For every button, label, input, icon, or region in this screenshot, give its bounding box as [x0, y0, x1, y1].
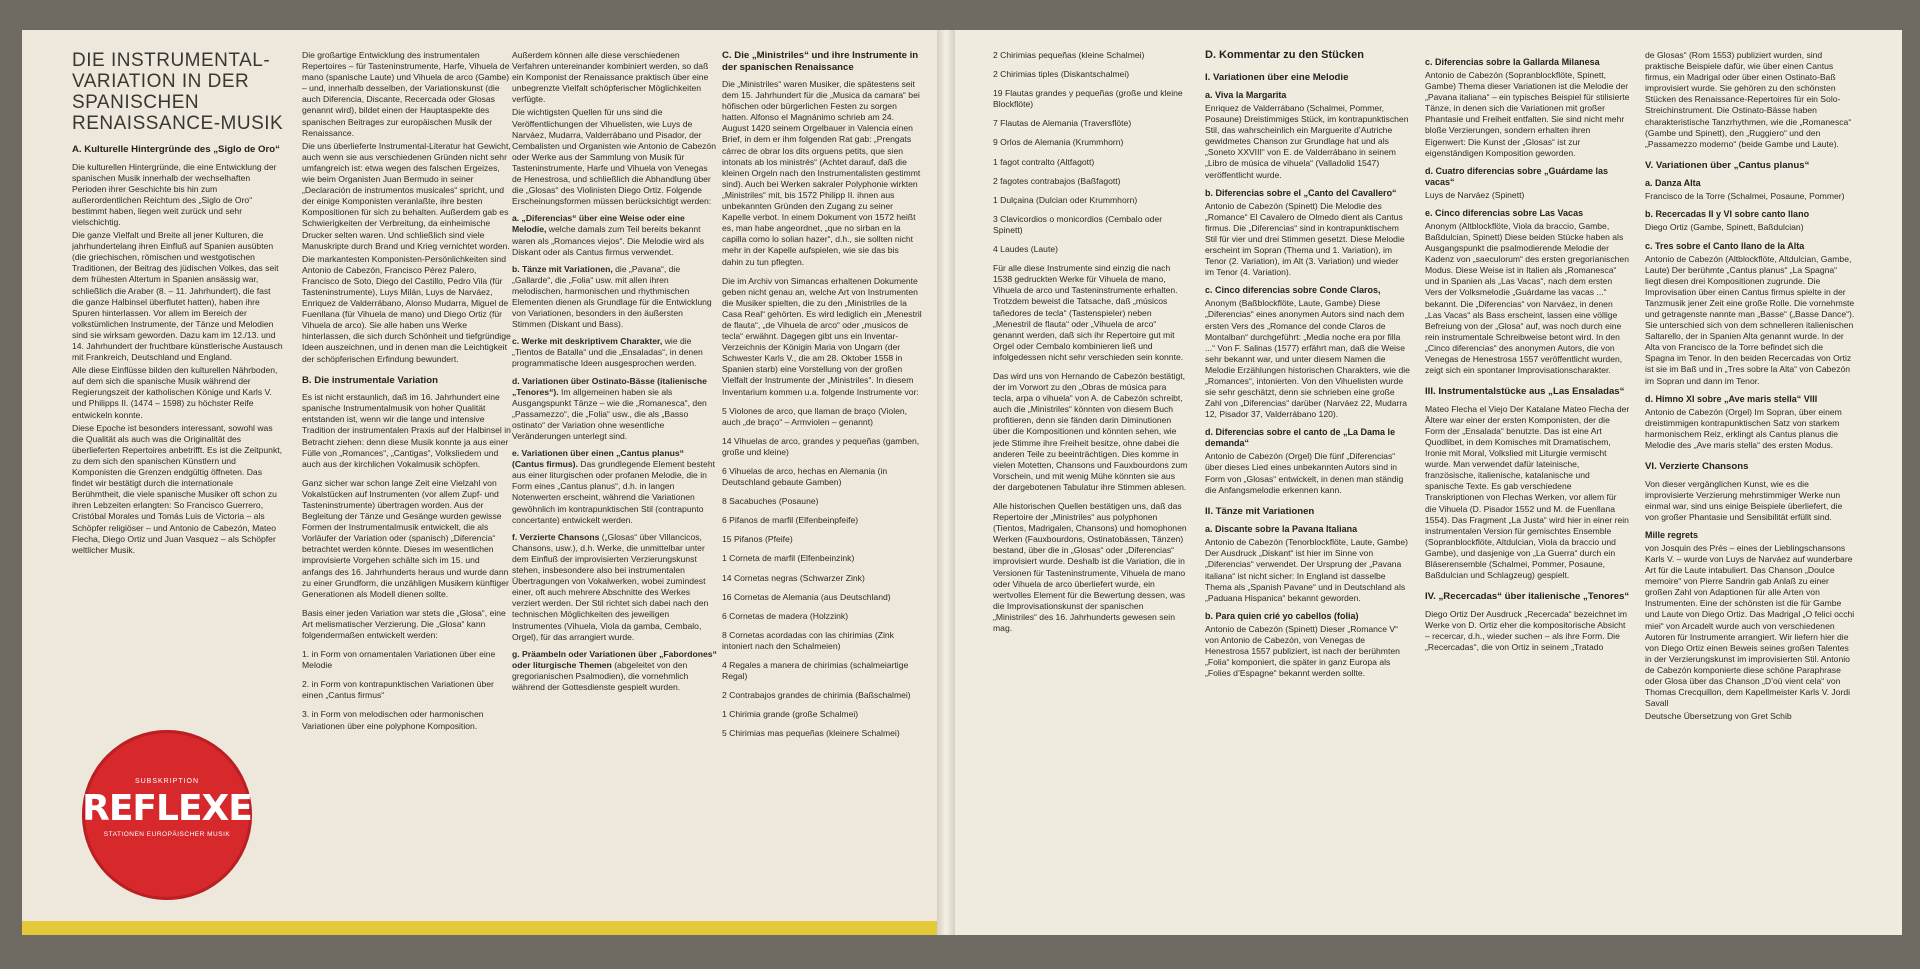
right-column-g: [1425, 50, 1630, 655]
instrument-list-item: Die im Archiv von Simancas erhaltenen Dokumente geben nicht genau an, welche Art von Instrumenten die Musiker spielten, die zu den „Ministriles de la Casa Real“ gehörten. Es wird lediglich ein „Menestril de flauta“, „de Vihuela de arco“ oder „musicos de tecla“ erwähnt. Dagegen gibt uns ein Inventar-Verzeichnis der Königin Maria von Ungarn (der Schwester Karls V., die am 28. Oktober 1558 in Spanien starb) eine Vorstellung von der großen Vielfalt der Instrumente der „Ministriles“. In diesem Inventarium kommen u.a. folgende Instrumente vor:: [722, 275, 922, 397]
form-item-text: („Glosas“ über Villancicos, Chansons, usw.), d.h. Werke, die unmittelbar unter dem Einfluß der improvisierten Verzierungskunst stehen, insbesondere also bei instrumentalen Übertragungen von Vokalwerken, wobei zumindest einer, oft auch mehrere Abschnitte des Werkes verziert werden. Der Stil richtet sich dabei nach den technischen Möglichkeiten des jeweiligen Instrumentes (Vihuela, Viola da gamba, Cembalo, Orgel), für das arrangiert wurde.: [512, 531, 709, 642]
instrument-list-item: 14 Vihuelas de arco, grandes y pequeñas (gamben, große und kleine): [722, 435, 920, 457]
form-item: [512, 649, 717, 693]
paragraph: Anonym (Altblockflöte, Viola da braccio, Gambe, Baßdulcian, Spinett) Diese beiden Stücke haben als Ausgangspunkt die psalmodierende Melodie der Kadenz von „saeculorum“ des ersten gregorianischen Modus. Diese Weise ist in Italien als „Romanesca“ und in Spanien als „Las Vacas“, nach dem ersten Vers der Volksmelodie „Guárdame las vacas ...“ bekannt. Die „Diferencias“ von Narváez, in denen „Las Vacas“ als Bass erscheint, lassen eine völlige Befreiung von der „Glosa“ auf, was noch durch eine rein instrumentale Schreibweise betont wird. In den „Cinco diferencias“ des anonymen Autors, die von Venegas de Henestrosa 1557 veröffentlicht wurden, zeigt sich ein spontaner Improvisationscharakter.: [1425, 220, 1629, 376]
section-a-heading: A. Kulturelle Hintergründe des „Siglo de Oro“: [72, 144, 280, 155]
right-column-f: [1205, 50, 1410, 681]
instrument-list-item: 2 Chirimias pequeñas (kleine Schalmei): [993, 50, 1145, 60]
paragraph: Es ist nicht erstaunlich, daß im 16. Jahrhundert eine spanische Instrumentalmusik von hoher Qualität entstanden ist, wenn wir die lange und intensive Tradition der instrumentalen Praxis auf der Halbinsel in Betracht ziehen: denn diese Musik konnte ja aus einer Fülle von „Romances“, „Cantigas“, Volksliedern und auch aus der kirchlichen Vokalmusik schöpfen.: [302, 392, 511, 469]
piece-heading: VI. Verzierte Chansons: [1645, 461, 1749, 473]
instrument-list-continued: [993, 50, 1188, 634]
instrument-list-item: 14 Cornetas negras (Schwarzer Zink): [722, 572, 865, 583]
section-b-heading: B. Die instrumentale Variation: [302, 374, 438, 386]
paragraph: Ganz sicher war schon lange Zeit eine Vielzahl von Vokalstücken auf Instrumenten (vor allem Zupf- und Tasteninstrumente) übertragen worden. Aus der Begleitung der Tänze und Gesänge wurden gewisse Formen der Instrumentalmusik entwickelt, die als Vorläufer der Variation oder (spanisch) „Diferencia“ betrachtet werden könnte. Dieses im wesentlichen improvisierte Vorgehen schälte sich im 15. und anfangs des 16. Jahrhunderts heraus und wurde dann zu einer Grundform, die unzähligen Musikern künftiger Generationen als Modell dienen sollte.: [302, 477, 509, 599]
piece-heading: c. Cinco diferencias sobre Conde Claros,: [1205, 285, 1381, 296]
instrument-list-item: 2 Contrabajos grandes de chirimia (Baßschalmei): [722, 690, 911, 701]
instrument-list-item: 15 Pifanos (Pfeife): [722, 534, 793, 545]
piece-heading: d. Cuatro diferencias sobre „Guárdame las vacas“: [1425, 165, 1609, 187]
commentary-body-continued: [1425, 57, 1630, 653]
form-item-heading: b. Tänze mit Variationen,: [512, 263, 613, 274]
paragraph: Die uns überlieferte Instrumental-Literatur hat Gewicht, auch wenn sie aus verschiedenen Gründen nicht sehr umfangreich ist: etwa wegen des falschen Ergeizes, wie beim Organisten Juan Bermudo in seiner „Declaración de instrumentos musicales“ spricht, und der einige Komponisten veranlaßte, ihre besten Kompositionen für sich zu behalten. Außerdem gab es Schwierigkeiten der Verbreitung, da einheimische Drucker selten waren. Und schließlich sind viele Manuskripte durch Brand und Krieg vernichtet worden.: [302, 140, 511, 251]
paragraph: Diego Ortiz Der Ausdruck „Recercada“ bezeichnet im Werke von D. Ortiz eher die kompositorische Absicht – recercar, d.h., wieder suchen – als ihre Form. Die „Recercadas“, die von Ortiz in seinem „Tratado: [1425, 608, 1628, 652]
right-column-h: [1645, 50, 1855, 724]
piece-heading: II. Tänze mit Variationen: [1205, 505, 1315, 517]
paragraph: 3. in Form von melodischen oder harmonischen Variationen über eine polyphone Komposition.: [302, 709, 484, 731]
logo-tagline: STATIONEN EUROPÄISCHER MUSIK: [103, 831, 231, 838]
booklet-spread: [22, 30, 1902, 935]
form-item: [512, 264, 717, 331]
instrument-list-item: Für alle diese Instrumente sind einzig die nach 1538 gedruckten Werke für Vihuela de mano, Vihuela de arco und Tasteninstrumente erhalten. Trotzdem beweist die Tatsache, daß „músicos tañedores de tecla“ (Tastenspieler) neben „Menestril de flauta“ oder „Vihuela de arco“ genannt werden, daß sich ihr Repertoire gut mit Orgel oder Cembalo kombinieren ließ und infolgedessen nicht sehr verschieden sein konnte.: [993, 263, 1184, 362]
paragraph: Basis einer jeden Variation war stets die „Glosa“, eine Art melismatischer Verzierung. Die „Glosa“ kann folgendermaßen entwickelt werden:: [302, 607, 506, 640]
piece-heading: e. Cinco diferencias sobre Las Vacas: [1425, 207, 1584, 218]
right-column-e: [993, 50, 1188, 642]
instrument-list-item: Die „Ministriles“ waren Musiker, die spätestens seit dem 15. Jahrhundert für die „Musica da camara“ bei höfischen oder bürgerlichen Festen zu sorgen hatten. Alfonso el Magnánimo schrieb am 24. August 1420 seinem Orgelbauer in Valencia einen Brief, in dem er ihm folgenden Rat gab: „Prengats cárrec de obrar los dits orguens petits, que sien intonats ab los ministrés“ (Achtet darauf, daß die kleinen Orgeln nach den Instrumentalisten gestimmt sind). Auch bei Werken sakraler Polyphonie wirkten „Ministriles“ mit, bis 1572 Philipp II. ihnen aus unbekannten Gründen den Zugang zu seiner Kapelle verbot. In einem Dokument von 1572 heißt es, man habe angeordnet, „que no sirban en la capilla como lo solian hazer“, d.h., sie sollten nicht mehr in der Kapelle aufspielen, wie sie das bis dahin zu tun pflegten.: [722, 79, 921, 267]
instrument-list-item: 9 Orlos de Alemania (Krummhorn): [993, 137, 1124, 148]
form-item-heading: e. Variationen über einen „Cantus planus“ (Cantus firmus).: [512, 448, 684, 470]
instrument-list-item: 2 Chirimias tiples (Diskantschalmei): [993, 69, 1130, 80]
form-item: [512, 532, 717, 643]
paragraph: Antonio de Cabezón (Orgel) Die fünf „Diferencias“ über dieses Lied eines unbekannten Autors sind in Form von „Glosas“ entwickelt, in denen man ständig die Anfangsmelodie erkennen kann.: [1205, 451, 1404, 495]
piece-heading: V. Variationen über „Cantus planus“: [1645, 159, 1810, 171]
instrument-list-item: 5 Chirimias mas pequeñas (kleinere Schalmei): [722, 728, 900, 739]
form-item: [512, 376, 717, 443]
commentary-body-final: [1645, 50, 1855, 722]
reflexe-logo: [82, 730, 252, 900]
instrument-list-item: 16 Cornetas de Alemania (aus Deutschland): [722, 591, 891, 602]
paragraph: Enriquez de Valderrábano (Schalmei, Pommer, Posaune) Dreistimmiges Stück, im kontrapunktischen Stil, das wahrscheinlich ein Marguerite d’Autriche gewidmetes Chanson zur Grundlage hat und als „Soneto XXVIII“ von E. de Valderrábano in seinem „Libro de música de vihuela“ (Valladolid 1547) veröffentlicht wurde.: [1205, 103, 1409, 180]
left-page: [22, 30, 937, 935]
paragraph: Die wichtigsten Quellen für uns sind die Veröffentlichungen der Vihuelisten, wie Luys de Narváez, Mudarra, Valderrábano und Pisador, der Cembalisten und Organisten wie Antonio de Cabezón oder Werke aus der Sammlung von Musik für Tasteninstrumente, Harfe und Vihuela von Venegas de Henestrosa, und schließlich die Abhandlung über die „Glosas“ des Violinisten Diego Ortiz. Folgende Erscheinungsformen müssen berücksichtigt werden:: [512, 107, 716, 207]
piece-heading: IV. „Recercadas“ über italienische „Tenores“: [1425, 591, 1630, 603]
form-item-heading: c. Werke mit deskriptivem Charakter,: [512, 336, 663, 347]
form-item-text: die „Pavana“, die „Gallarde“, die „Folia“ usw. mit allen ihren melodischen, harmonischen und rhythmischen Elementen dienen als Grundlage für die Entwicklung von Variationen, besonders in den äußersten Stimmen (Diskant und Bass).: [512, 263, 712, 330]
paragraph: Antonio de Cabezón (Tenorblockflöte, Laute, Gambe) Der Ausdruck „Diskant“ ist hier im Sinne von „Diferencias“ verwendet. Der Ursprung der „Pavana italiana“ ist nicht sicher: In England ist dasselbe Thema als „Spanish Pavane“ und in Deutschland als „Paduana Hispanica“ bekannt geworden.: [1205, 537, 1409, 603]
piece-heading: b. Diferencias sobre el „Canto del Cavallero“: [1205, 187, 1397, 198]
instrument-list-item: 8 Sacabuches (Posaune): [722, 496, 819, 507]
instrument-list-item: 6 Vihuelas de arco, hechas en Alemania (in Deutschland gebaute Gamben): [722, 466, 888, 488]
paragraph: Antonio de Cabezón (Altblockflöte, Altdulcian, Gambe, Laute) Der berühmte „Cantus planus“ „La Spagna“ liegt diesen drei Kompositionen zugrunde. Die Improvisation über einen Cantus firmus spielte in der Tanzmusik jener Zeit eine große Rolle. Die vornehmste und getragenste nannte man „Basse“ („Basse Dance“). Sie unterschied sich von dem schnelleren italienischen Saltarello, der in Spanien Alta genannt wurde. In der Alta von Francisco de la Torre befindet sich die Spagna im Tenor. In den beiden Recercadas von Ortiz ist sie im Baß und in „Tres sobre la Alta“ von Cabezón im Sopran und dann im Tenor.: [1645, 253, 1855, 386]
form-item-text: Das grundlegende Element besteht aus einer liturgischen oder profanen Melodie, die in Form eines „Cantus planus“, d.h. in langen Notenwerten erscheint, während die Variationen gewöhnlich im kontrapunktischen Stil (contrapunto concertante) entwickelt werden.: [512, 459, 716, 525]
instrument-list-item: Das wird uns von Hernando de Cabezón bestätigt, der im Vorwort zu den „Obras de música para tecla, arpa o vihuela“ von A. de Cabezón schreibt, auch die „Ministriles“ könnten von diesem Buch profitieren, denn sie fänden darin Diminutionen über die Kompositionen und könnten sehen, wie jede Stimme ihre Freiheit besitze, ohne dabei die anderen Teile zu beeinträchtigen. Dies komme in vielen Motetten, Chansons und Fauxbourdons zum Vorschein, und mit wenig Mühe könnten sie aus der dargebotenen Tabulatur ihre Stimmen ablesen.: [993, 370, 1188, 492]
form-item: [512, 213, 717, 257]
paragraph: Francisco de la Torre (Schalmei, Posaune, Pommer): [1645, 191, 1845, 202]
instrument-list-item: 2 fagotes contrabajos (Baßfagott): [993, 175, 1121, 186]
paragraph: Deutsche Übersetzung von Gret Schib: [1645, 711, 1792, 722]
form-item: [512, 336, 717, 369]
paragraph: 2. in Form von kontrapunktischen Variationen über einen „Cantus firmus“: [302, 679, 494, 701]
form-item-heading: g. Präambeln oder Variationen über „Fabordones“ oder liturgische Themen: [512, 648, 717, 670]
paragraph: von Josquin des Prés – eines der Lieblingschansons Karls V. – wurde von Luys de Narváez auf wunderbare Art für die Laute intabuliert. Das Chanson „Doulce memoire“ von Pierre Sandrin gab Anlaß zu einer großen Zahl von Adaptionen für alle Arten von Instrumenten. Eine der schönsten ist die für Gambe und Laute von Diego Ortiz. Das Madrigal „O felici occhi miei“ von Arcadelt wurde auch von verschiedenen Autoren für Instrumente arrangiert. Wir liefern hier die von Diego Ortiz einen Beweis seines großen Talentes in der Verzierungskunst im improvisierten Stil. Antonio de Cabezón komponierte diese schöne Paraphrase oder Glosa über das Chanson „D’où vient cela“ von Thomas Crecquillon, dem Kapellmeister Karls V. Jordi Savall: [1645, 542, 1855, 709]
piece-heading: a. Viva la Margarita: [1205, 90, 1287, 100]
paragraph: Diego Ortiz (Gambe, Spinett, Baßdulcian): [1645, 222, 1804, 233]
paragraph: Antonio de Cabezón (Orgel) Im Sopran, über einem dreistimmigen kontrapunktischen Satz von starkem harmonischem Reiz, erklingt als Cantus planus die Melodie des „Ave maris stella“ des ersten Modus.: [1645, 406, 1842, 450]
piece-heading: b. Recercadas II y VI sobre canto llano: [1645, 209, 1810, 220]
form-item-text: (abgeleitet von den gregorianischen Psalmodien), die vornehmlich während der Gottesdienste gespielt wurden.: [512, 659, 689, 692]
booklet-gutter: [937, 30, 955, 935]
instrument-list-item: Alle historischen Quellen bestätigen uns, daß das Repertoire der „Ministriles“ aus polyphonen (Tientos, Madrigalen, Chansons) und homophonen Werken (Fauxbourdons, Ostinatobässen, Tänzen) bestand, über die in „Glosas“ oder „Diferencias“ improvisiert wurde. Deshalb ist die Variation, die in Versionen für Tasteninstrumente, Vihuela de mano oder Vihuela de arco überliefert wurde, ein wertvolles Element für die Bewertung dessen, was die Improvisationskunst der spanischen „Ministriles“ des 16. Jahrhunderts gewesen sein mag.: [993, 501, 1187, 634]
instrument-list-item: 4 Laudes (Laute): [993, 244, 1058, 255]
paragraph: Anonym (Baßblockflöte, Laute, Gambe) Diese „Diferencias“ eines anonymen Autors sind nach dem ersten Vers des „Romance del conde Claros de Montalban“ durchgeführt: „Media noche era por filla ...“ Von F. Salinas (1577) erfährt man, daß die Weise sehr bekannt war, und unter diesem Namen die Melodie Erzählungen historischen Charakters, wie die „Romances“, intonierten. Von den Vihuelisten wurde sie sehr geschätzt, denn sie schrieben eine große Zahl von „Diferencias“ darüber (Narváez 22, Mudarra 12, Pisador 37, Valderrábano 120).: [1205, 298, 1410, 420]
piece-heading: b. Para quien crié yo cabellos (folia): [1205, 610, 1359, 621]
instrument-list-item: 4 Regales a manera de chirimias (schalmeiartige Regal): [722, 660, 909, 682]
right-page: [955, 30, 1902, 935]
instrument-list-item: 5 Violones de arco, que llaman de braço (Violen, auch „de braço“ – Armviolen – genannt): [722, 405, 908, 427]
paragraph: Die markantesten Komponisten-Persönlichkeiten sind Antonio de Cabezón, Francisco Pérez Palero, Francisco de Soto, Diego del Castillo, Pedro Vila (für Tasteninstrumente), Luys Milán, Luys de Narváez, Enriquez de Valderrábano, Alonso Mudarra, Miguel de Fuenllana (für Vihuela de mano) und Diego Ortiz (für Vihuela de arco). Sie alle haben uns Werke hinterlassen, die sich durch Schönheit und tiefgründige Ideen auszeichnen, und in denen man die Leichtigkeit der schöpferischen Erfindung bewundert.: [302, 253, 511, 364]
intro-body: [302, 50, 512, 365]
instrument-list-item: 8 Cornetas acordadas con las chirimias (Zink intoniert nach den Schalmeien): [722, 629, 894, 651]
paragraph: Mateo Flecha el Viejo Der Katalane Mateo Flecha der Ältere war einer der ersten Komponisten, der die Form der „Ensalada“ benutzte. Das ist eine Art Quodlibet, in dem Komisches mit Dramatischem, Ironie mit Moral, Volkslied mit Liturgie vermischt wurde. Man verwendet dafür lateinische, französische, italienische, katalanische und spanische Texte. Es gab verschiedene Transkriptionen von Flechas Werken, vor allem für die Vihuela (D. Pisador 1552 und M. de Fuenllana 1554). Das Fragment „La Justa“ wird hier in einer rein instrumentalen Version für gemischtes Ensemble (Sopranblockflöte, Altdulcian, Viola da braccio und Gambe), und dasjenige von „La Guerra“ durch ein Bläserensemble (Schalmei, Pommer, Posaune, Baßdulcian und Schlagzeug) gespielt.: [1425, 403, 1630, 581]
piece-heading: III. Instrumentalstücke aus „Las Ensaladas“: [1425, 386, 1625, 398]
instrument-list-item: 6 Pifanos de marfil (Elfenbeinpfeife): [722, 515, 859, 526]
paragraph: Antonio de Cabezón (Sopranblockflöte, Spinett, Gambe) Thema dieser Variationen ist die Melodie der „Pavana italiana“ – ein typisches Beispiel für stilisierte Tänze, in denen sich die Variationen mit großer Phantasie und Freiheit entfalten. Sie sind nicht mehr bloße Verzierungen, sondern erhalten ihren Eigenwert: Die Kunst der „Glosas“ ist zur eigenständigen Komposition geworden.: [1425, 70, 1630, 158]
left-column-a: [72, 50, 284, 558]
paragraph: 1. in Form von ornamentalen Variationen über eine Melodie: [302, 649, 496, 671]
piece-heading: d. Himno XI sobre „Ave maris stella“ VIII: [1645, 393, 1818, 404]
sources-body: [512, 50, 717, 207]
form-item-text: welche damals zum Teil bereits bekannt waren als „Romances viejos“. Die Melodie wird als Diskant oder als Cantus firmus verwendet.: [512, 224, 704, 257]
left-column-b: [302, 50, 512, 740]
paragraph: Alle diese Einflüsse bilden den kulturellen Nährboden, auf dem sich die spanische Musik während der Regierungszeit der katholischen Könige und Karls V. und Philipps II. (1474 – 1598) zu höchster Reife entwickeln konnte.: [72, 365, 278, 420]
instrument-list-item: 19 Flautas grandes y pequeñas (große und kleine Blockflöte): [993, 88, 1183, 110]
instrument-list-item: 1 Dulçaina (Dulcian oder Krummhorn): [993, 194, 1138, 205]
paragraph: Die ganze Vielfalt und Breite all jener Kulturen, die jahrhundertelang ihren Einfluß auf Spanien ausübten (die griechischen, römischen und westgotischen Traditionen, der Beitrag des jüdischen Volkes, das seit dem frühesten Altertum in Spanien ansässig war, schließlich die Araber (8. – 11. Jahrhundert), die fast die ganze Halbinsel überflutet hatten), haben ihre Spuren hinterlassen. Vor allem im Bereich der volkstümlichen Instrumente, der Tänze und Melodien sind sie wirksam geworden. Dazu kam im 12./13. und 14. Jahrhundert der fruchtbare künstlerische Austausch mit Frankreich, Deutschland und England.: [72, 230, 283, 363]
form-item-heading: a. „Diferencias“ über eine Weise oder eine Melodie,: [512, 213, 685, 235]
instrument-list-item: 3 Clavicordios o monicordios (Cembalo oder Spinett): [993, 213, 1163, 235]
forms-list: [512, 213, 717, 693]
piece-heading: d. Diferencias sobre el canto de „La Dama le demanda“: [1205, 427, 1396, 449]
form-item-text: Im allgemeinen haben sie als Ausgangspunkt Tänze – wie die „Romanesca“, den „Passamezzo“, die „Folia“ usw., die als „Basso ostinato“ der Variation ohne wesentliche Veränderungen unterlegt sind.: [512, 386, 707, 441]
section-c-heading: C. Die „Ministriles“ und ihre Instrumente in der spanischen Renaissance: [722, 50, 919, 73]
piece-heading: c. Diferencias sobre la Gallarda Milanesa: [1425, 57, 1600, 67]
logo-subtitle: SUBSKRIPTION: [134, 778, 200, 785]
left-column-c: [512, 50, 717, 695]
instrument-list-item: 1 Chirimia grande (große Schalmei): [722, 709, 859, 720]
section-b-body: [302, 392, 512, 732]
form-item: [512, 448, 717, 526]
piece-heading: Mille regrets: [1645, 529, 1699, 540]
instrument-list-item: 1 Corneta de marfil (Elfenbeinzink): [722, 553, 855, 564]
page-title: DIE INSTRUMENTAL-VARIATION IN DER SPANISCHEN RENAISSANCE-MUSIK: [72, 50, 284, 134]
instrument-list-item: 1 fagot contralto (Altfagott): [993, 156, 1095, 167]
section-a-body: [72, 162, 284, 556]
paragraph: Die kulturellen Hintergründe, die eine Entwicklung der spanischen Musik innerhalb der wechselhaften Perioden ihrer Geschichte bis hin zum außerordentlichen Reichtum des „Siglo de Oro“ bestimmt haben, liegen weit zurück und sehr vielschichtig.: [72, 161, 277, 227]
form-item-heading: d. Variationen über Ostinato-Bässe (italienische „Tenores“).: [512, 375, 707, 397]
paragraph: Außerdem können alle diese verschiedenen Verfahren untereinander kombiniert werden, so daß ein Komponist der Renaissance praktisch über eine unbegrenzte Vielfalt schöpferischer Möglichkeiten verfügte.: [512, 50, 709, 105]
paragraph: Antonio de Cabezón (Spinett) Dieser „Romance V“ von Antonio de Cabezón, von Venegas de Henestrosa 1557 publiziert, ist nach der berühmten „Folia“ komponiert, die später in ganz Europa als „Folies d’Espagne“ bekannt werden sollte.: [1205, 623, 1400, 679]
commentary-body: [1205, 72, 1410, 680]
piece-heading: a. Danza Alta: [1645, 178, 1701, 189]
logo-name: REFLEXE: [82, 788, 252, 829]
piece-heading: c. Tres sobre el Canto llano de la Alta: [1645, 240, 1805, 251]
paragraph: Von dieser vergänglichen Kunst, wie es die improvisierte Verzierung mehrstimmiger Werke nun einmal war, sind uns einige Beispiele überliefert, die von großer Phantasie und Sensibilität erfüllt sind.: [1645, 478, 1843, 522]
paragraph: Diese Epoche ist besonders interessant, sowohl was die Qualität als auch was die Originalität des überlieferten Repertoires anbetrifft. Es ist die Zeitpunkt, zu dem sich den spanischen Künstlern und Komponisten die Grenzen endgültig öffneten. Das findet wir bestätigt durch die internationale Berühmtheit, die viele spanische Musiker oft schon zu ihren Lebzeiten erlangten: So Francisco Guerrero, Cristóbal Morales und Tomás Luis de Victoria – als Schöpfer religiöser – und Antonio de Cabezón, Mateo Flecha, Diego Ortiz und Juan Vasquez – als Schöpfer weltlicher Musik.: [72, 422, 283, 555]
paragraph: Luys de Narváez (Spinett): [1425, 189, 1525, 200]
paragraph: Die großartige Entwicklung des instrumentalen Repertoires – für Tasteninstrumente, Harfe, Vihuela de mano (spanische Laute) und Vihuela de arco (Gambe) – und, innerhalb desselben, der Variationskunst (die auch Diferencia, Discante, Recercada oder Glosas genannt wird), bildet einen der Hauptaspekte des spanischen Beitrages zur europäischen Musik der Renaissance.: [302, 50, 510, 138]
ministriles-body: [722, 79, 922, 740]
form-item-heading: f. Verzierte Chansons: [512, 531, 600, 542]
paragraph: Antonio de Cabezón (Spinett) Die Melodie des „Romance“ El Cavalero de Olmedo dient als Cantus firmus. Die „Diferencias“ sind in kontrapunktischem Stil für vier und drei Stimmen gesetzt. Diese Melodie erscheint im Sopran (Thema und 1. Variation), im Tenor (2. Variation), im Alt (3. Variation) und wieder im Tenor (4. Variation).: [1205, 200, 1405, 278]
instrument-list-item: 6 Cornetas de madera (Holzzink): [722, 610, 849, 621]
piece-heading: I. Variationen über eine Melodie: [1205, 71, 1349, 83]
instrument-list-item: 7 Flautas de Alemania (Traversflöte): [993, 118, 1132, 129]
paragraph: de Glosas“ (Rom 1553) publiziert wurden, sind praktische Beispiele dafür, wie über einen Cantus firmus, ein Madrigal oder über einen Ostinato-Baß improvisiert wurde. Sie gehören zu den schönsten Stücken des Renaissance-Repertoires für ein Solo-Streichinstrument. Die Ostinato-Bässe haben charakteristische Tanzrhythmen, wie die „Romanesca“ (Gambe und Spinett), den „Ruggiero“ und den „Passamezzo moderno“ (beide Gambe und Laute).: [1645, 50, 1852, 149]
section-d-heading: D. Kommentar zu den Stücken: [1205, 50, 1364, 61]
piece-heading: a. Discante sobre la Pavana Italiana: [1205, 524, 1358, 535]
form-item-text: wie die „Tientos de Batalla“ und die „Ensaladas“, in denen programmatische Ideen ausgesprochen werden.: [512, 336, 703, 369]
left-column-d: [722, 50, 922, 748]
